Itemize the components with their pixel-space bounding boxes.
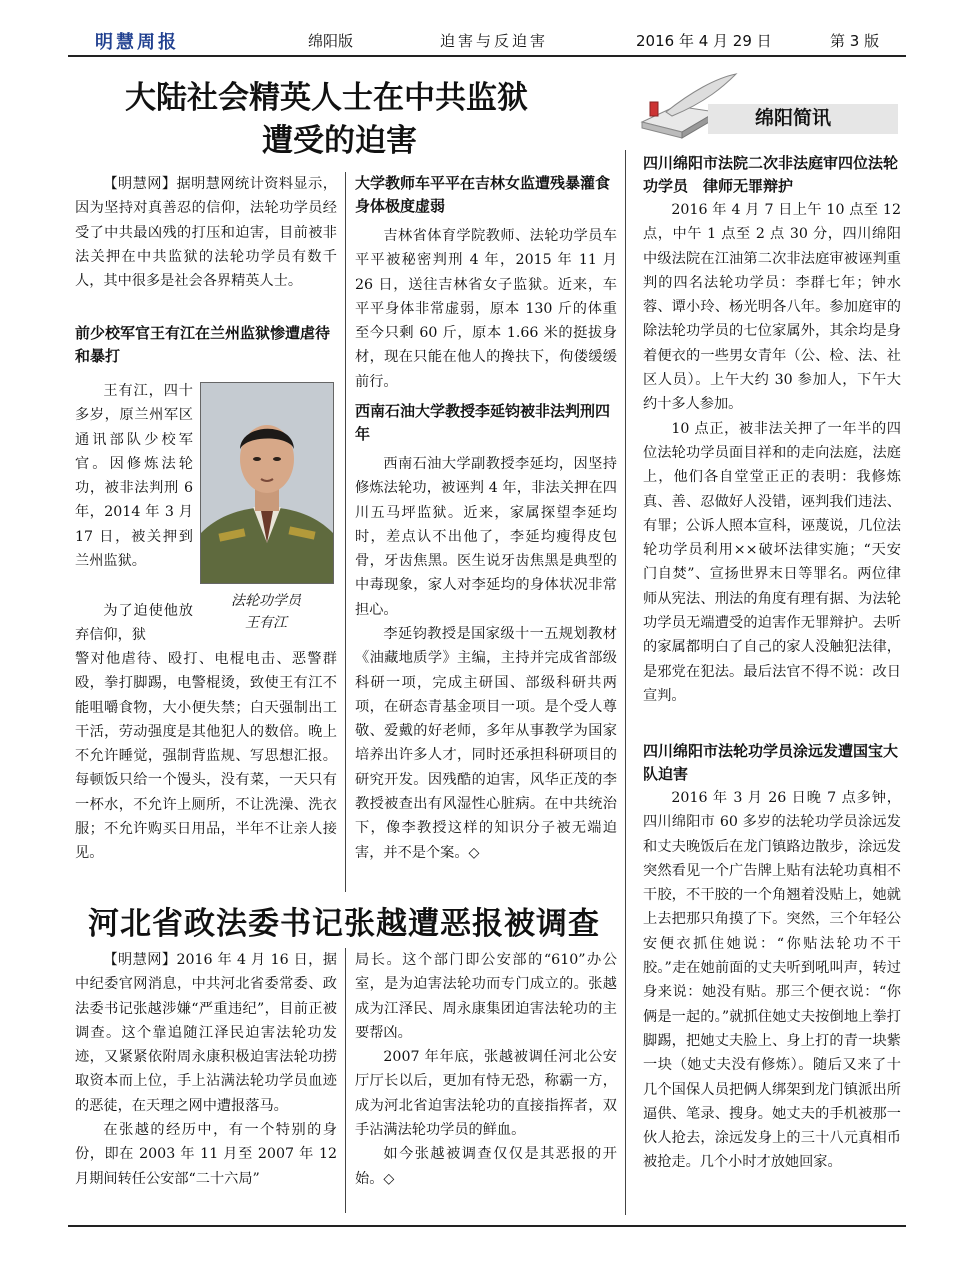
news2-title: 四川绵阳市法轮功学员涂远发遭国宝大队迫害 — [643, 742, 899, 783]
article1-sub1-text2a-block — [75, 599, 193, 648]
soldier-portrait-icon — [201, 383, 333, 583]
article2-para2: 在张越的经历中，有一个特别的身份，即在 2003 年 11 月至 2007 年 12 月期间转任公安部“二十六局” — [75, 1122, 337, 1187]
news2-body — [643, 786, 901, 1175]
article1-sub3-text2-block — [355, 622, 617, 865]
news1-para1: 2016 年 4 月 7 日上午 10 点至 12 点，中午 1 点至 2 点 30 分，四川绵阳中级法院在江油第二次非法庭审被诬判重判的四名法轮功学员：李群七年；钟水蓉、谭小玲、杨光明各八年。参加庭审的除法轮功学员的七位家属外，其余均是身着便衣的一些男女青年（公、检、法、社区人员）。上午大约 30 参加人，下午大约十多人参加。 — [643, 202, 901, 413]
photo-caption — [200, 590, 332, 634]
article2-para4: 2007 年年底，张越被调任河北公安厅厅长以后，更加有恃无恐，称霸一方，成为河北省迫害法轮功的直接指挥者，双手沾满法轮功学员的鲜血。 — [355, 1049, 617, 1139]
section-label: 迫害与反迫害 — [440, 32, 549, 50]
photo-caption-line2: 王有江 — [245, 615, 287, 631]
issue-date: 2016 年 4 月 29 日 — [636, 32, 772, 50]
article1-subheading-1: 前少校军官王有江在兰州监狱惨遭虐待和暴打 — [75, 324, 331, 365]
article1-title-line1: 大陆社会精英人士在中共监狱 — [125, 80, 528, 116]
article2-para1: 【明慧网】2016 年 4 月 16 日，据中纪委官网消息，中共河北省委常委、政法委书记张越涉嫌“严重违纪”，目前正被调查。这个靠追随江泽民迫害法轮功发迹，又紧紧依附周永康积极迫害法轮功捞取资本而上位，手上沾满法轮功学员血迹的恶徒，在天理之网中遭报落马。 — [75, 952, 337, 1114]
footer-rule — [68, 1225, 906, 1227]
column-divider-2 — [345, 948, 346, 1213]
article1-sub3-text1-block — [355, 452, 617, 622]
article1-sub2-text: 吉林省体育学院教师、法轮功学员车平平被秘密判刑 4 年，2015 年 11 月 26 日，送往吉林省女子监狱。近来，车平平身体非常虚弱，原本 130 斤的体重至今只剩 60 斤，原本 1.66 米的挺拔身材，现在只能在他人的搀扶下，佝偻缓缓前行。 — [355, 228, 617, 390]
portrait-photo — [200, 382, 334, 584]
article1-title-line2: 遭受的迫害 — [262, 123, 417, 159]
header-rule — [68, 55, 906, 57]
article2-col1 — [75, 948, 337, 1191]
article1-sub1-text1-block — [75, 379, 193, 573]
photo-caption-line1: 法轮功学员 — [231, 593, 301, 609]
news1-para2: 10 点正，被非法关押了一年半的四位法轮功学员面目祥和的走向法庭，法庭上，他们各自堂堂正正的表明：我修炼真、善、忍做好人没错，诬判我们违法、有罪；公诉人照本宣科，诬蔑说，几位法轮功学员利用××破坏法律实施；“天安门自焚”、宣扬世界末日等罪名。两位律师从宪法、刑法的角度有理有据、为法轮功学员无端遭受的迫害作无罪辩护。去听的家属都明白了自己的家人没触犯法律，是邪党在犯法。最后法官不得不说：改日宣判。 — [643, 420, 901, 704]
article1-sub1-text2a: 为了迫使他放弃信仰，狱 — [75, 603, 193, 644]
masthead-brand: 明慧周报 — [95, 32, 179, 53]
article1-sub1-text2b-block — [75, 647, 337, 866]
edition-label: 绵阳版 — [308, 32, 354, 50]
sidebar-heading: 绵阳简讯 — [755, 107, 832, 129]
page-number: 第 3 版 — [830, 32, 880, 50]
news2-para1: 2016 年 3 月 26 日晚 7 点多钟，四川绵阳市 60 多岁的法轮功学员涂远发和丈夫晚饭后在龙门镇路边散步，涂远发突然看见一个广告牌上贴有法轮功真相不干胶，不干胶的一个角翘着没贴上，她就上去把那只角摸了下。突然，三个年轻公安便衣抓住她说：“你贴法轮功不干胶。”走在她前面的丈夫听到吼叫声，转过身来说：她没有贴。那三个便衣说：“你俩是一起的。”就抓住她丈夫按倒地上拳打脚踢，把她丈夫脸上、身上打的青一块紫一块（她丈夫没有修炼）。随后又来了十几个国保人员把俩人绑架到龙门镇派出所逼供、笔录、搜身。她丈夫的手机被那一伙人抢去，涂远发身上的三十八元真相币被抢走。几个小时才放她回家。 — [643, 790, 901, 1171]
news1-title: 四川绵阳市法院二次非法庭审四位法轮功学员 律师无罪辩护 — [643, 154, 899, 195]
article2-para5: 如今张越被调查仅仅是其恶报的开始。◇ — [355, 1146, 617, 1187]
article1-sub1-text1: 王有江，四十多岁，原兰州军区通讯部队少校军官。因修炼法轮功，被非法判刑 6 年，2014 年 3 月 17 日，被关押到兰州监狱。 — [75, 383, 193, 570]
article2-col2 — [355, 948, 617, 1191]
article1-sub3-text1: 西南石油大学副教授李延均，因坚持修炼法轮功，被诬判 4 年，非法关押在四川五马坪监狱。近来，家属探望李延均时，差点认不出他了，李延均瘦得皮包骨，牙齿焦黑。医生说牙齿焦黑是典型的中毒现象，家人对李延均的身体状况非常担心。 — [355, 456, 617, 618]
column-divider-1 — [345, 172, 346, 892]
article1-sub1-text2b: 警对他虐待、殴打、电棍电击、恶警群殴，拳打脚踢，电警棍烫，致使王有江不能咀嚼食物，大小便失禁；白天强制出工干活，劳动强度是其他犯人的数倍。晚上不允许睡觉，强制背监规、写思想汇报。每顿饭只给一个馒头，没有菜，一天只有一杯水，不允许上厕所，不让洗澡、洗衣服；不允许购买日用品，半年不让亲人接见。 — [75, 651, 337, 862]
news1-body — [643, 198, 901, 708]
article2-para3: 局长。这个部门即公安部的“610”办公室，是为迫害法轮功而专门成立的。张越成为江泽民、周永康集团迫害法轮功的主要帮凶。 — [355, 952, 617, 1041]
article1-sub3-text2: 李延钧教授是国家级十一五规划教材《油藏地质学》主编，主持并完成省部级科研一项，完成主研国、部级科研共两项，在研态青基金项目一项。是个受人尊敬、爱戴的好老师，多年从事教学为国家培养出许多人才，同时还承担科研项目的研究开发。因残酷的迫害，风华正茂的李教授被查出有风湿性心脏病。在中共统治下，像李教授这样的知识分子被无端迫害，并不是个案。◇ — [355, 626, 617, 861]
column-divider-3 — [625, 150, 626, 1215]
article1-sub2-text-block — [355, 224, 617, 394]
article2-title: 河北省政法委书记张越遭恶报被调查 — [88, 906, 600, 942]
article1-intro — [75, 172, 337, 293]
article1-intro-text: 【明慧网】据明慧网统计资料显示，因为坚持对真善忍的信仰，法轮功学员经受了中共最凶残的打压和迫害，目前被非法关押在中共监狱的法轮功学员有数千人，其中很多是社会各界精英人士。 — [75, 176, 337, 290]
article1-subheading-2: 大学教师车平平在吉林女监遭残暴灌食 身体极度虚弱 — [355, 174, 611, 215]
article1-subheading-3: 西南石油大学教授李延钧被非法判刑四年 — [355, 402, 611, 443]
